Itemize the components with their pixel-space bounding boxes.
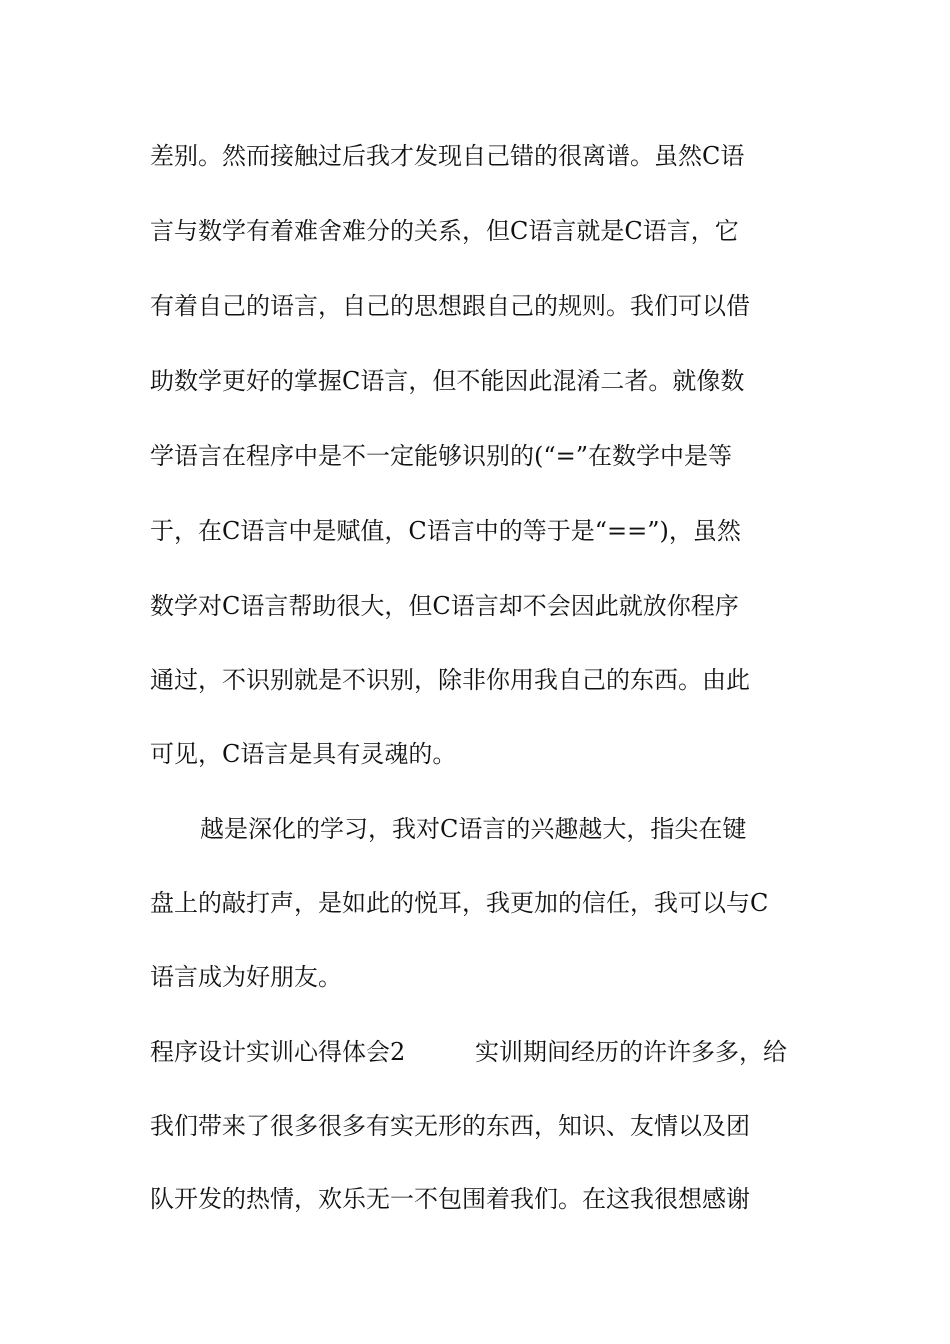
paragraph-1-line-6: 于，在C语言中是赋值，C语言中的等于是“==”)，虽然	[150, 517, 741, 545]
paragraph-1-line-1: 差别。然而接触过后我才发现自己错的很离谱。虽然C语	[150, 142, 745, 170]
paragraph-1-line-4: 助数学更好的掌握C语言，但不能因此混淆二者。就像数	[150, 367, 745, 395]
paragraph-1-line-5: 学语言在程序中是不一定能够识别的(“=”在数学中是等	[150, 442, 733, 470]
paragraph-1-line-2: 言与数学有着难舍难分的关系，但C语言就是C语言，它	[150, 217, 739, 245]
paragraph-3-line-3: 队开发的热情，欢乐无一不包围着我们。在这我很想感谢	[150, 1185, 750, 1213]
paragraph-3-line-1: 实训期间经历的许许多多，给	[475, 1038, 787, 1066]
heading-row	[150, 1037, 820, 1067]
paragraph-1-line-7: 数学对C语言帮助很大，但C语言却不会因此就放你程序	[150, 592, 739, 620]
paragraph-2-line-1: 越是深化的学习，我对C语言的兴趣越大，指尖在键	[200, 815, 747, 843]
paragraph-1-line-8: 通过，不识别就是不识别，除非你用我自己的东西。由此	[150, 666, 750, 694]
paragraph-2-line-3: 语言成为好朋友。	[150, 963, 342, 991]
paragraph-2-line-2: 盘上的敲打声，是如此的悦耳，我更加的信任，我可以与C	[150, 889, 769, 917]
paragraph-1-line-9: 可见，C语言是具有灵魂的。	[150, 740, 457, 768]
section-heading: 程序设计实训心得体会2	[150, 1038, 406, 1066]
paragraph-1-line-3: 有着自己的语言，自己的思想跟自己的规则。我们可以借	[150, 292, 750, 320]
paragraph-3-line-2: 我们带来了很多很多有实无形的东西，知识、友情以及团	[150, 1112, 750, 1140]
